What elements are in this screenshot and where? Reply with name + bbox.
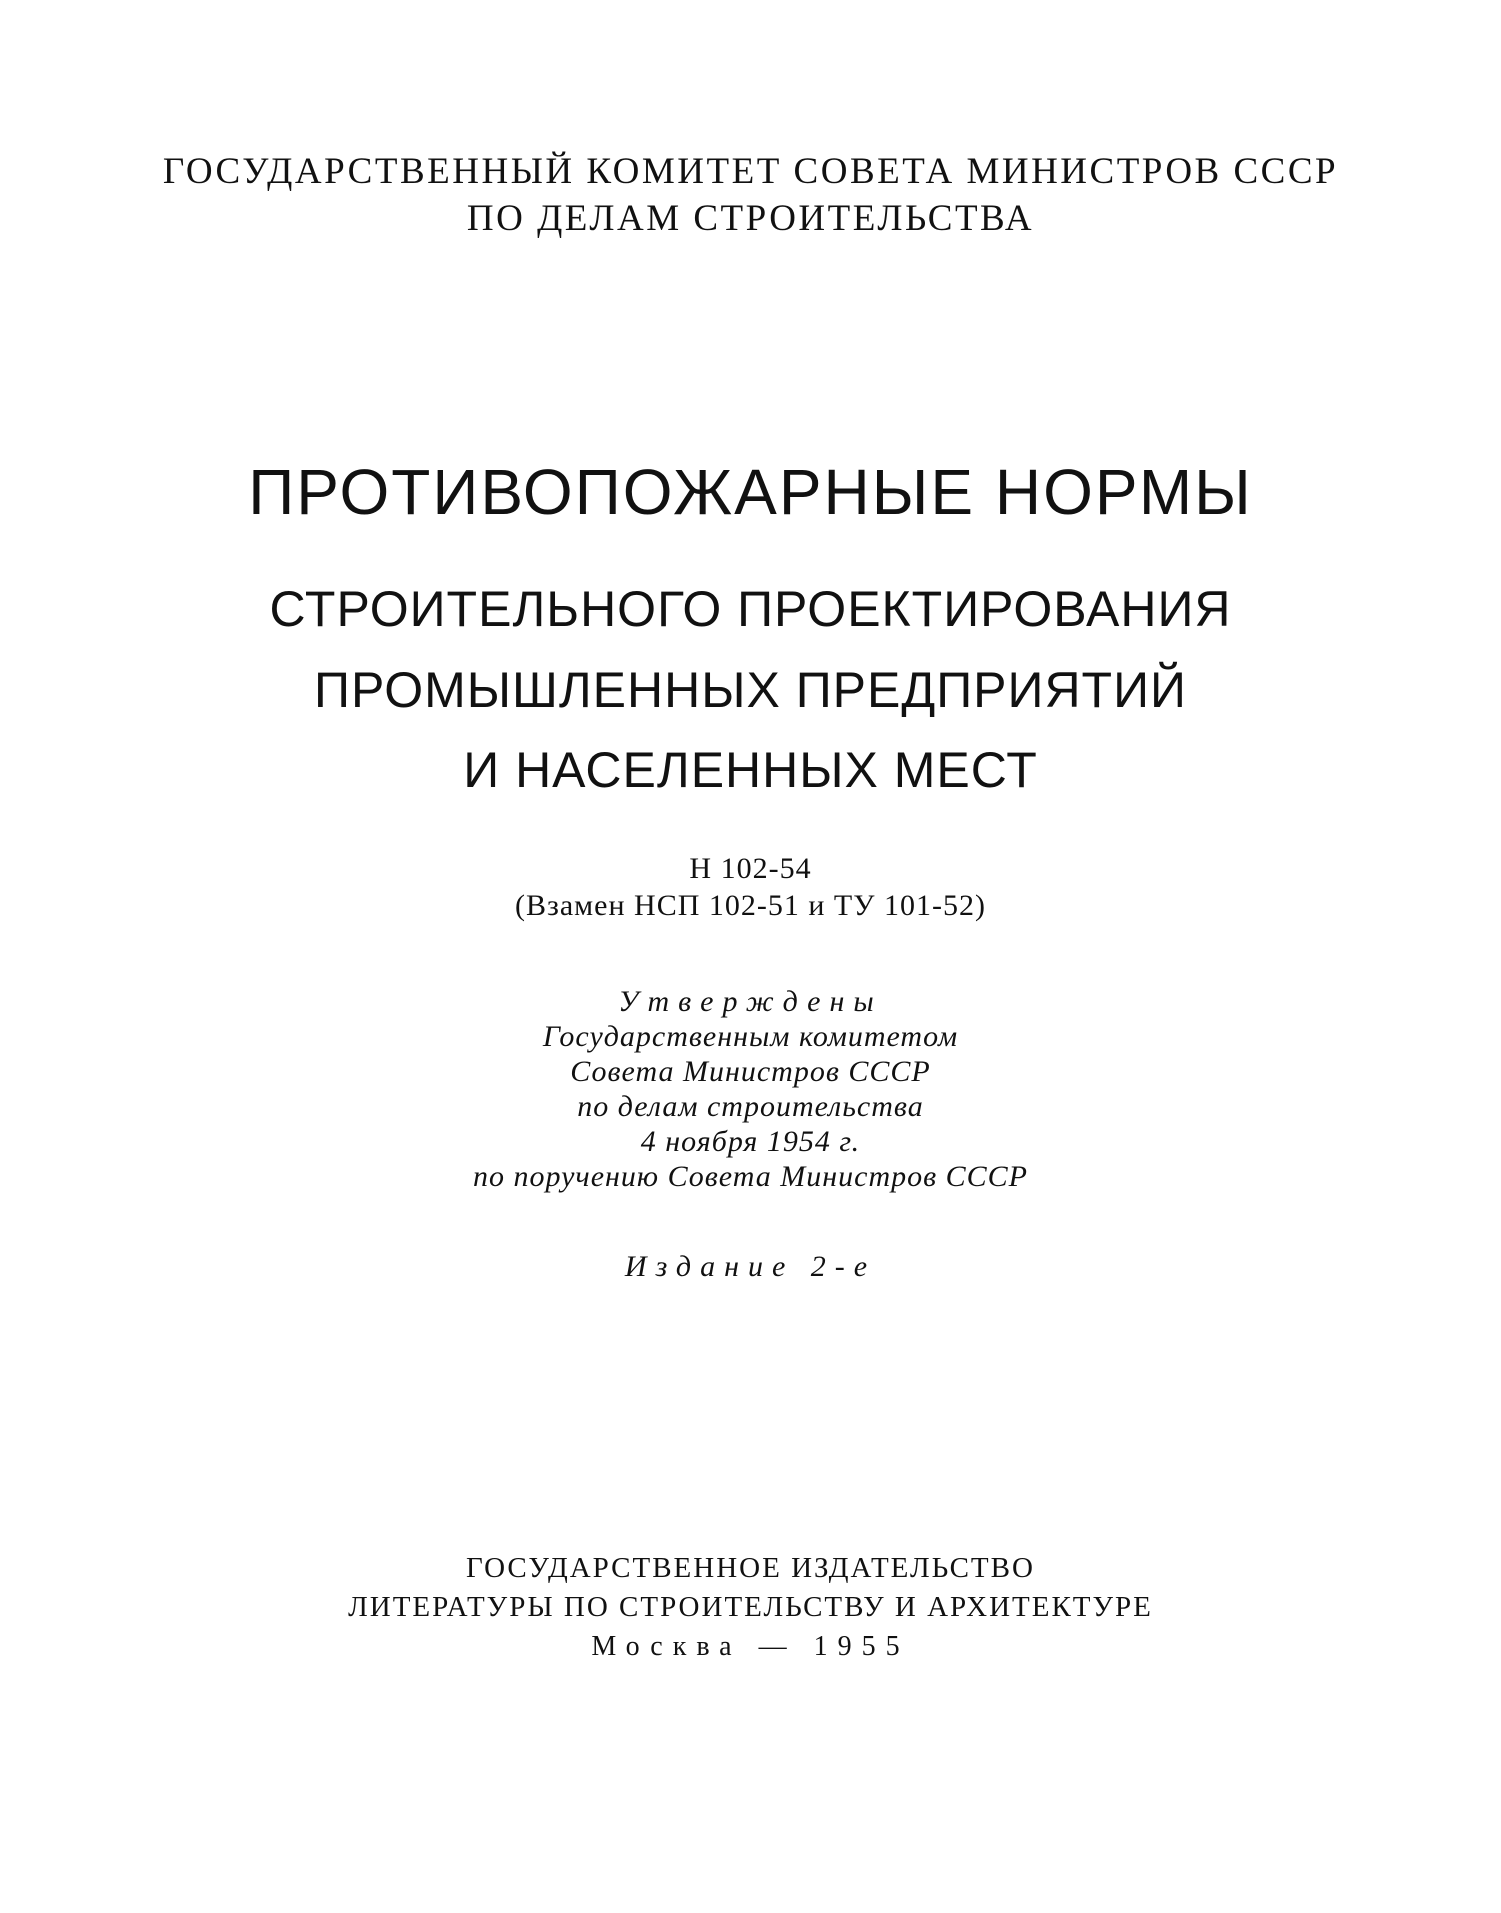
agency-name-line-2: ПО ДЕЛАМ СТРОИТЕЛЬСТВА — [466, 198, 1035, 239]
publisher-line-2: ЛИТЕРАТУРЫ ПО СТРОИТЕЛЬСТВУ И АРХИТЕКТУРЕ — [348, 1591, 1153, 1623]
approval-line-6: по поручению Совета Министров СССР — [472, 1160, 1028, 1193]
approval-line-3: Совета Министров СССР — [570, 1055, 931, 1088]
document-subtitle-line-1: СТРОИТЕЛЬНОГО ПРОЕКТИРОВАНИЯ — [269, 581, 1232, 637]
publisher-city-year: Москва — 1955 — [591, 1631, 910, 1662]
replaces-note: (Взамен НСП 102-51 и ТУ 101-52) — [515, 889, 986, 922]
approval-heading: Утверждены — [618, 985, 883, 1018]
agency-name-line-1: ГОСУДАРСТВЕННЫЙ КОМИТЕТ СОВЕТА МИНИСТРОВ СССР — [162, 151, 1339, 192]
approval-line-4: по делам строительства — [577, 1090, 924, 1123]
document-subtitle-line-2: ПРОМЫШЛЕННЫХ ПРЕДПРИЯТИЙ — [314, 662, 1187, 718]
edition: Издание 2-е — [624, 1250, 877, 1283]
document-code: Н 102-54 — [689, 852, 812, 885]
approval-date: 4 ноября 1954 г. — [640, 1125, 861, 1158]
document-subtitle-line-3: И НАСЕЛЕННЫХ МЕСТ — [463, 742, 1038, 798]
approval-line-2: Государственным комитетом — [542, 1020, 959, 1053]
document-title: ПРОТИВОПОЖАРНЫЕ НОРМЫ — [248, 456, 1253, 528]
publisher-line-1: ГОСУДАРСТВЕННОЕ ИЗДАТЕЛЬСТВО — [466, 1552, 1035, 1584]
